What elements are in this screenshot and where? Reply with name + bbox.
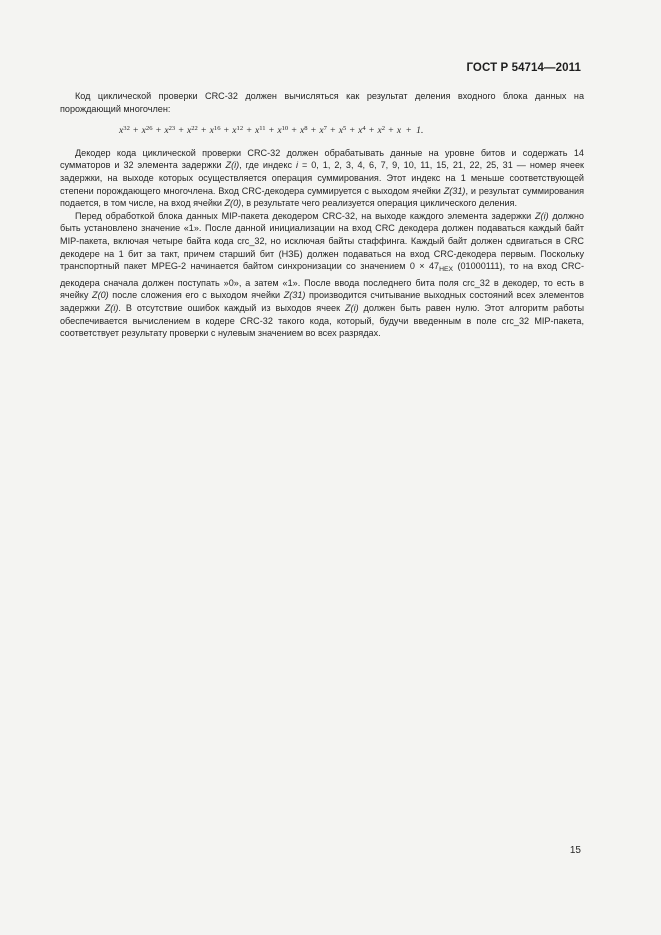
polynomial-term: $x^{23}$ (164, 125, 176, 137)
plus-sign: + (291, 125, 297, 137)
polynomial-term: $x^8$ (300, 125, 308, 137)
polynomial-tail: x + 1. (396, 125, 424, 137)
plus-sign: + (368, 125, 375, 137)
polynomial-exponent: 11 (259, 125, 266, 133)
polynomial-term: $x^{16}$ (209, 125, 221, 137)
plus-sign: + (330, 125, 336, 137)
polynomial-exponent: 5 (343, 125, 347, 133)
document-body (60, 90, 584, 340)
plus-sign: + (133, 125, 139, 137)
plus-sign: + (246, 125, 252, 137)
paragraph-decoder: Декодер кода циклической проверки CRC-32 должен обрабатывать данные на уровне битов и содержать 14 сумматоров и 32 элемента задержки Z(i), где индекс i = 0, 1, 2, 3, 4, 6, 7, 9, 10, 11, 15, 21, 22, 25, 31 — номер ячеек задержки, на выходе которых осуществляется операция суммирования. Этот индекс на 1 меньше соответствующей степени порождающего многочлена. Вход CRC-декодера суммируется с выходом ячейки Z(31), и результат суммирования подается, в том числе, на вход ячейки Z(0), в результате чего реализуется операция циклического деления. (60, 147, 584, 209)
polynomial-term: $x^2$ (377, 125, 386, 137)
plus-sign: + (178, 125, 184, 137)
polynomial-exponent: 23 (168, 125, 176, 133)
polynomial-term: $x^{32}$ (119, 125, 130, 137)
generator-polynomial (60, 123, 584, 138)
polynomial-term: $x^{11}$ (254, 125, 266, 137)
polynomial-term: $x^{26}$ (141, 125, 153, 137)
page-number: 15 (569, 845, 581, 856)
polynomial-exponent: 10 (281, 125, 289, 133)
polynomial-term: $x^{12}$ (232, 125, 244, 137)
paragraph-initialization: Перед обработкой блока данных MIP-пакета декодером CRC-32, на выходе каждого элемента задержки Z(i) должно быть установлено значение «1». После данной инициализации на вход CRC декодера должен подаваться каждый байт MIP-пакета, включая четыре байта кода crc_32, но исключая байты стаффинга. Каждый байт должен сдвигаться в CRC декодере на 1 бит за такт, причем старший бит (НЗБ) должен подаваться на вход CRC-декодера первым. Поскольку транспортный пакет MPEG-2 начинается байтом синхронизации со значением $0 \times 47_{HEX}$ (01000111), то на вход CRC-декодера сначала должен поступать »0», а затем «1». После ввода последнего бита поля crc_32 в декодер, то есть в ячейку Z(0) после сложения его с выходом ячейки Z(31) производится считывание выходных состояний всех элементов задержки Z(i). В отсутствие ошибок каждый из выходов ячеек Z(i) должен быть равен нулю. Этот алгоритм работы обеспечивается вычислением в кодере CRC-32 такого кода, который, будучи введенным в поле crc_32 MIP-пакета, соответствует результату проверки с нулевым значением во всех разрядах. (60, 210, 584, 339)
polynomial-term: $x^5$ (338, 125, 347, 137)
plus-sign: + (388, 125, 394, 137)
plus-sign: + (201, 125, 207, 137)
polynomial-exponent: 7 (323, 125, 327, 133)
plus-sign: + (155, 125, 162, 137)
polynomial-exponent: 26 (145, 125, 153, 133)
standard-designation: ГОСТ Р 54714—2011 (466, 62, 581, 74)
plus-sign: + (223, 125, 230, 137)
polynomial-term: $x^7$ (319, 125, 327, 137)
polynomial-term: $x^4$ (358, 125, 366, 137)
polynomial-exponent: 12 (236, 125, 244, 133)
plus-sign: + (349, 125, 355, 137)
polynomial-exponent: 2 (381, 125, 386, 133)
polynomial-exponent: 32 (123, 125, 130, 133)
polynomial-exponent: 22 (191, 125, 198, 133)
plus-sign: + (310, 125, 317, 137)
polynomial-exponent: 4 (362, 125, 366, 133)
plus-sign: + (268, 125, 275, 137)
paragraph-crc-definition: Код циклической проверки CRC-32 должен вычисляться как результат деления входного блока данных на порождающий многочлен: (60, 91, 584, 114)
polynomial-exponent: 8 (304, 125, 308, 133)
polynomial-term: $x^{10}$ (277, 125, 289, 137)
polynomial-exponent: 16 (213, 125, 221, 133)
polynomial-term: $x^{22}$ (186, 125, 198, 137)
